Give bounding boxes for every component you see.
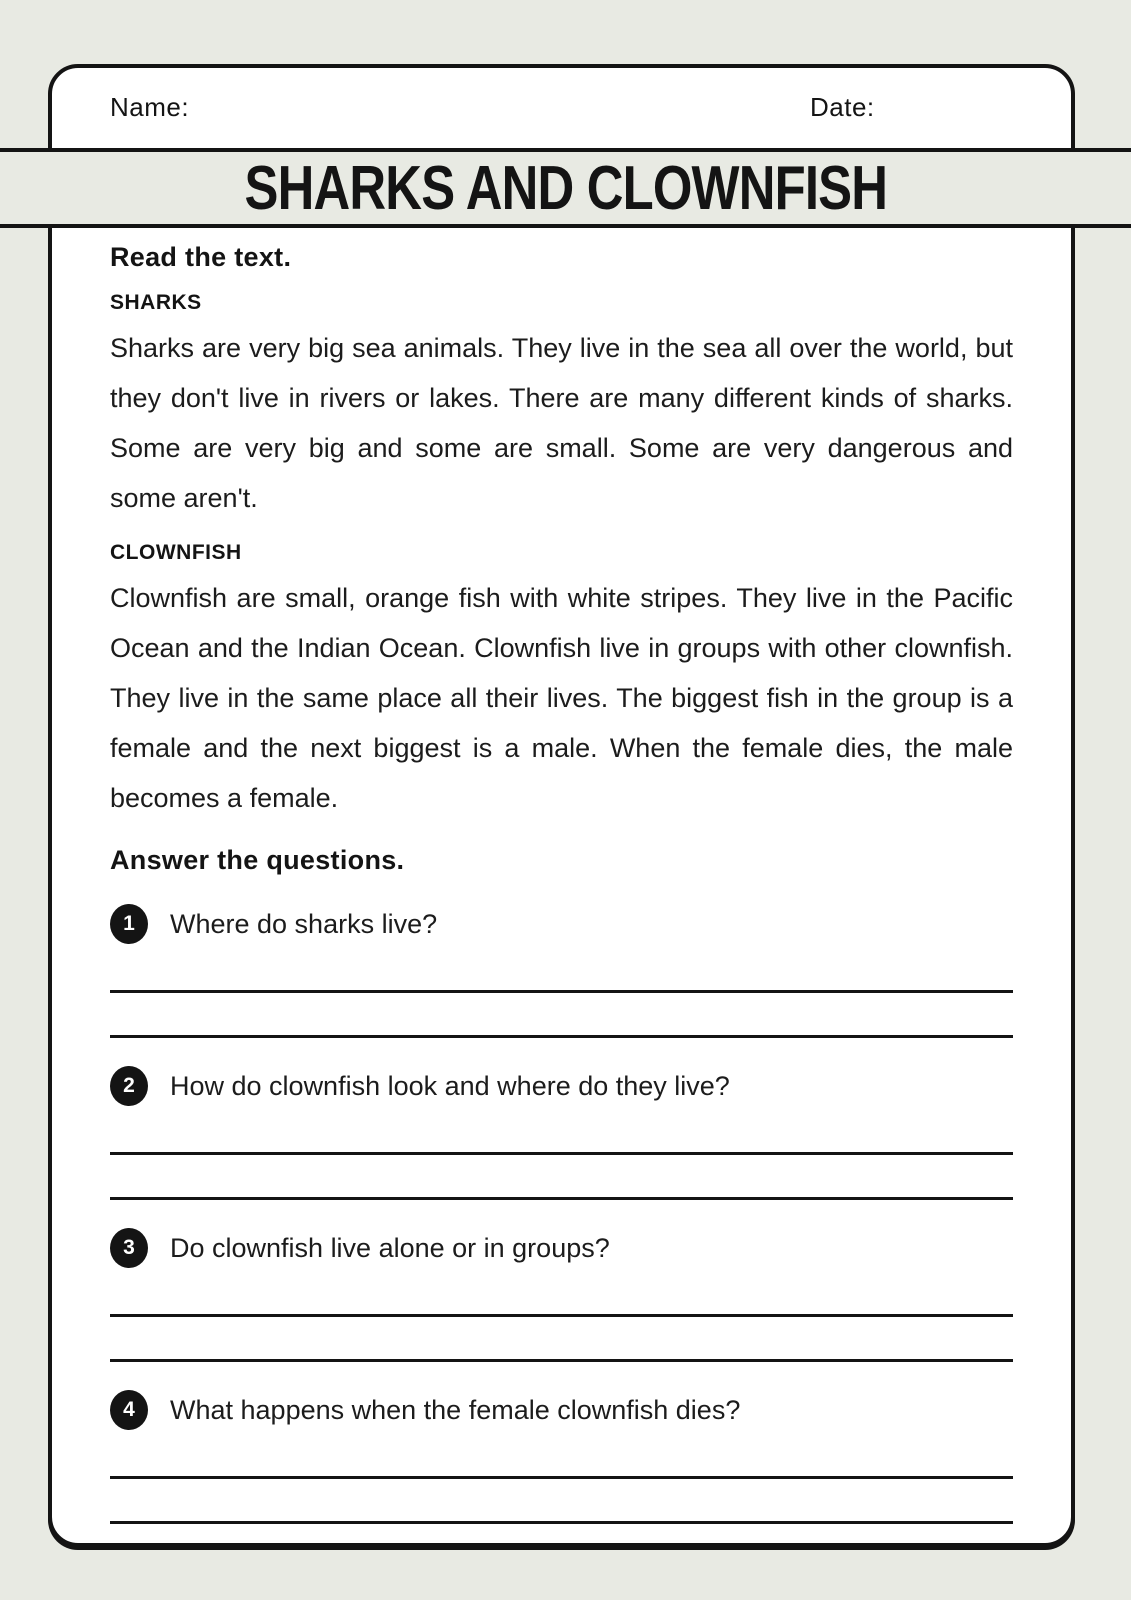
worksheet-title: SHARKS AND CLOWNFISH xyxy=(244,153,887,223)
question-1-text: Where do sharks live? xyxy=(170,908,438,939)
worksheet-card xyxy=(48,64,1075,1547)
question-1-answer-line-1[interactable] xyxy=(110,990,1013,993)
question-1-number-badge: 1 xyxy=(110,904,148,944)
worksheet-content xyxy=(110,228,1013,1527)
question-3 xyxy=(110,1228,1013,1362)
question-3-text: Do clownfish live alone or in groups? xyxy=(170,1232,610,1263)
title-banner xyxy=(0,148,1131,228)
question-4-text: What happens when the female clownfish dies? xyxy=(170,1394,741,1425)
question-4-number-badge: 4 xyxy=(110,1390,148,1430)
question-3-number-badge: 3 xyxy=(110,1228,148,1268)
question-4-answer-line-2[interactable] xyxy=(110,1521,1013,1524)
question-2-text: How do clownfish look and where do they live? xyxy=(170,1070,730,1101)
question-3-row xyxy=(110,1228,1013,1268)
question-4-row xyxy=(110,1390,1013,1430)
question-2-number-badge: 2 xyxy=(110,1066,148,1106)
question-2 xyxy=(110,1066,1013,1200)
name-label: Name: xyxy=(110,92,190,122)
question-3-answer-line-1[interactable] xyxy=(110,1314,1013,1317)
question-1-row xyxy=(110,904,1013,944)
question-4-answer-line-1[interactable] xyxy=(110,1476,1013,1479)
question-1-answer-line-2[interactable] xyxy=(110,1035,1013,1038)
answer-instruction: Answer the questions. xyxy=(110,845,405,875)
question-3-answer-line-2[interactable] xyxy=(110,1359,1013,1362)
question-4 xyxy=(110,1390,1013,1524)
question-2-answer-line-1[interactable] xyxy=(110,1152,1013,1155)
date-label: Date: xyxy=(810,92,875,122)
section-text-clownfish: Clownfish are small, orange fish with white stripes. They live in the Pacific Ocean and the Indian Ocean. Clownfish live in groups with other clownfish. They live in the same place all their lives. The biggest fish in the group is a female and the next biggest is a male. When the female dies, the male becomes a female. xyxy=(110,583,1013,813)
section-text-sharks: Sharks are very big sea animals. They live in the sea all over the world, but they don't live in rivers or lakes. There are many different kinds of sharks. Some are very big and some are small. Some are very dangerous and some aren't. xyxy=(110,333,1013,513)
question-2-answer-line-2[interactable] xyxy=(110,1197,1013,1200)
question-2-row xyxy=(110,1066,1013,1106)
section-heading-sharks: SHARKS xyxy=(110,291,202,314)
name-date-header xyxy=(52,68,1071,148)
section-heading-clownfish: CLOWNFISH xyxy=(110,541,242,564)
question-1 xyxy=(110,904,1013,1038)
read-instruction: Read the text. xyxy=(110,242,292,272)
